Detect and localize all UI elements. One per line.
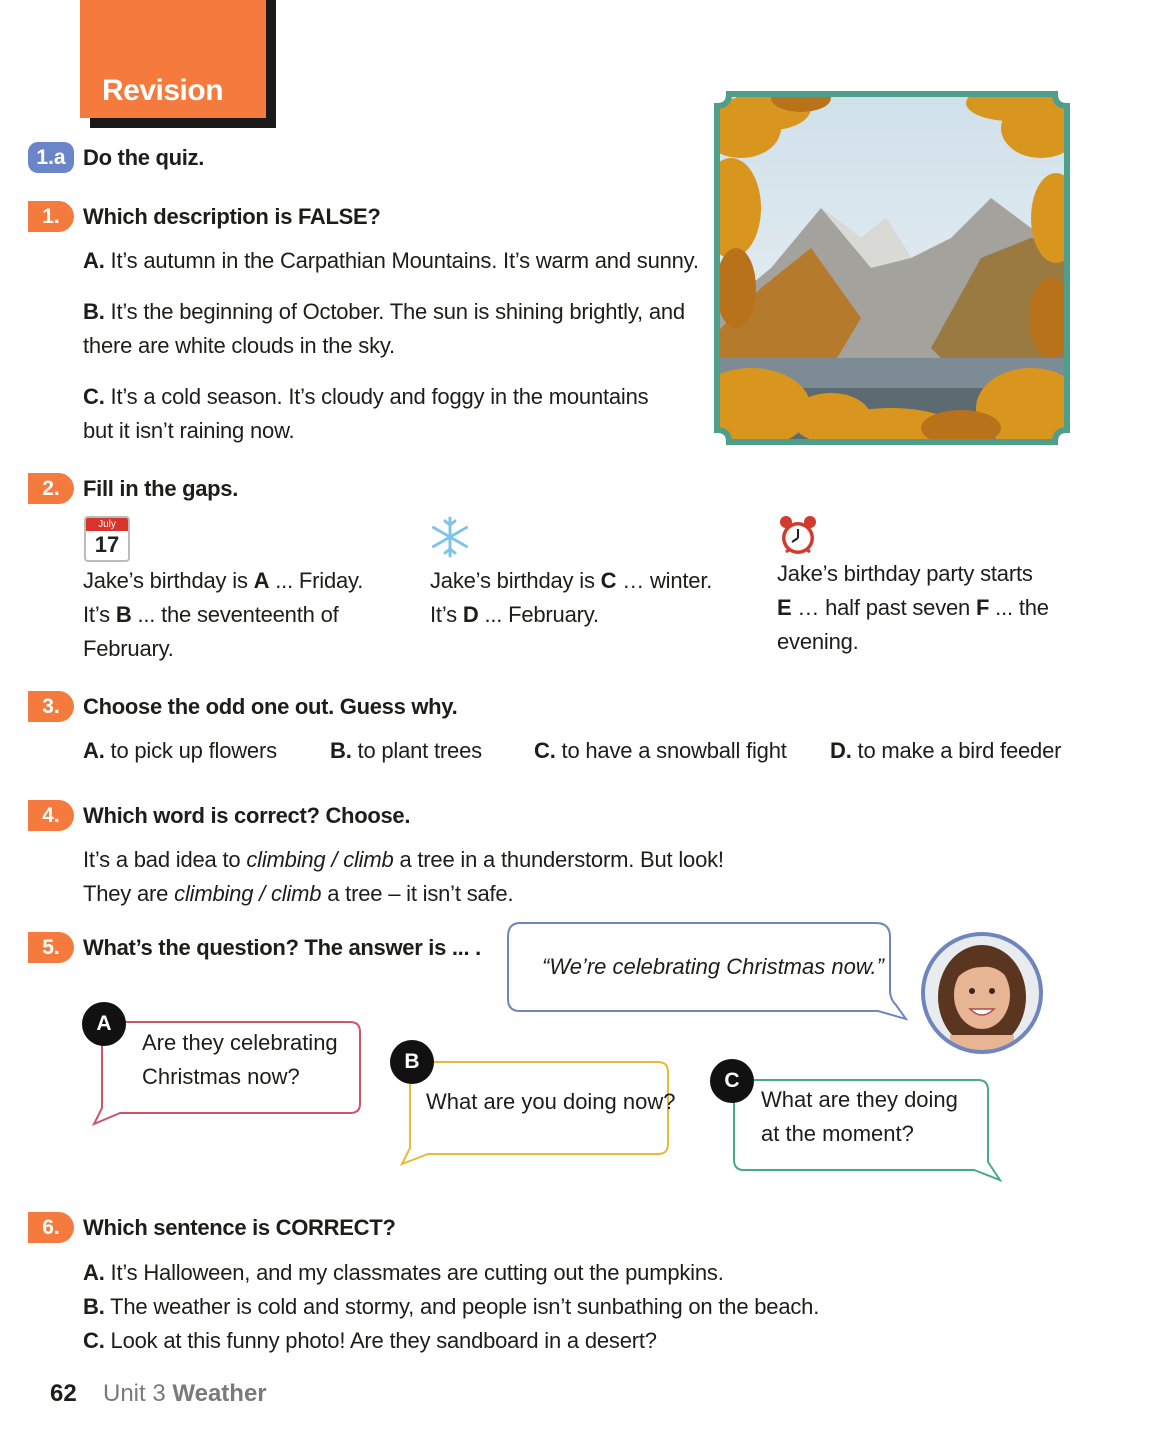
- calendar-icon: July 17: [84, 516, 130, 562]
- q2-column-2: Jake’s birthday is C … winter. It’s D ... February.: [430, 568, 713, 627]
- q5-question: What’s the question? The answer is ... .: [83, 935, 481, 960]
- q3-option-b: B. to plant trees: [330, 738, 482, 763]
- q4-badge: 4.: [28, 800, 74, 831]
- q2-question: Fill in the gaps.: [83, 476, 239, 501]
- q6-badge: 6.: [28, 1212, 74, 1243]
- bubble-a-letter: A: [82, 1002, 126, 1046]
- bubble-b-text: What are you doing now?: [426, 1089, 676, 1114]
- q1-option-a: A. It’s autumn in the Carpathian Mountains. It’s warm and sunny.: [83, 248, 699, 273]
- q1-option-c: C. It’s a cold season. It’s cloudy and foggy in the mountains but it isn’t raining now.: [83, 384, 649, 443]
- bubble-c-text: What are they doing at the moment?: [761, 1087, 958, 1146]
- q2-column-3: Jake’s birthday party starts E … half past seven F ... the evening.: [777, 561, 1049, 654]
- snowflake-icon: [428, 515, 472, 559]
- q5-badge: 5.: [28, 932, 74, 963]
- girl-avatar: [920, 931, 1044, 1055]
- q6-question: Which sentence is CORRECT?: [83, 1215, 396, 1240]
- bubble-b-letter: B: [390, 1040, 434, 1084]
- intro-instruction: Do the quiz.: [83, 145, 205, 170]
- page-number: 62: [50, 1380, 77, 1407]
- q6-option-a: A. It’s Halloween, and my classmates are cutting out the pumpkins.: [83, 1260, 724, 1285]
- q1-question: Which description is FALSE?: [83, 204, 381, 229]
- q3-option-d: D. to make a bird feeder: [830, 738, 1062, 763]
- alarm-clock-icon: [776, 514, 820, 558]
- q6-option-c: C. Look at this funny photo! Are they sandboard in a desert?: [83, 1328, 657, 1353]
- q4-question: Which word is correct? Choose.: [83, 803, 411, 828]
- answer-text: “We’re celebrating Christmas now.”: [542, 954, 884, 979]
- banner-title: Revision: [102, 74, 224, 107]
- bubble-a-text: Are they celebrating Christmas now?: [142, 1030, 338, 1089]
- q4-sentences: It’s a bad idea to climbing / climb a tree in a thunderstorm. But look! They are climbing / climb a tree – it isn’t safe.: [83, 847, 724, 906]
- q1-badge: 1.: [28, 201, 74, 232]
- q2-badge: 2.: [28, 473, 74, 504]
- q2-column-1: Jake’s birthday is A ... Friday. It’s B ... the seventeenth of February.: [83, 568, 364, 661]
- intro-badge: 1.a: [28, 142, 74, 173]
- q6-option-b: B. The weather is cold and stormy, and people isn’t sunbathing on the beach.: [83, 1294, 820, 1319]
- q3-badge: 3.: [28, 691, 74, 722]
- bubble-c-letter: C: [710, 1059, 754, 1103]
- q3-question: Choose the odd one out. Guess why.: [83, 694, 458, 719]
- autumn-mountain-photo: [711, 88, 1073, 448]
- q3-option-a: A. to pick up flowers: [83, 738, 277, 763]
- unit-title: Unit 3 Weather: [103, 1380, 267, 1407]
- q3-option-c: C. to have a snowball fight: [534, 738, 787, 763]
- q1-option-b: B. It’s the beginning of October. The sun is shining brightly, and there are white clouds in the sky.: [83, 299, 685, 358]
